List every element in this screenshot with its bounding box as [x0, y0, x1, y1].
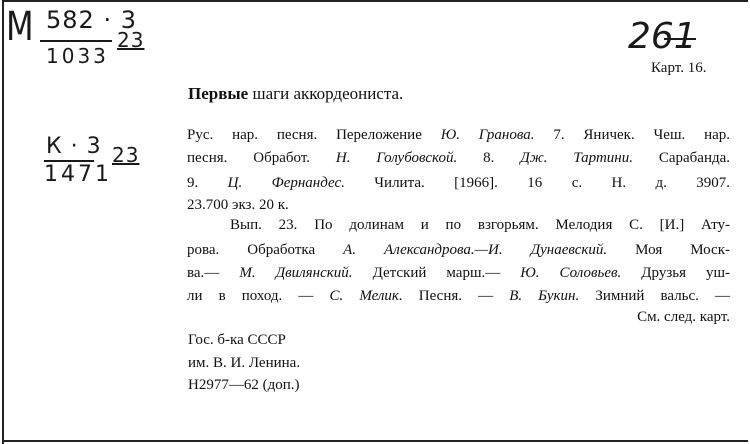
body-line-1: [187, 124, 730, 146]
body-p2-line-1: Вып. 23. По долинам и по взгорьям. Мелодия С. [И.] Ату-: [230, 217, 730, 233]
handwritten-mid-numerator: К · 3: [46, 134, 102, 159]
body-text: 7. Яничек. Чеш. нар.: [553, 127, 731, 143]
body-pages: 16 с.: [527, 175, 583, 191]
continued-note: См. след. карт.: [637, 309, 730, 325]
body-text: Детский марш.—: [372, 265, 501, 281]
handwritten-card-number: 261: [628, 16, 697, 57]
body-text: 8.: [483, 150, 495, 166]
body-text: ли в поход. —: [187, 288, 314, 304]
card-border-top: [2, 0, 748, 2]
footer-library: Гос. б-ка СССР: [188, 332, 286, 348]
card-border-bottom: [2, 440, 748, 442]
body-name: Н. Голубовской.: [335, 150, 458, 166]
body-text: песня. Обработ.: [187, 150, 310, 166]
card-label: Карт. 16.: [651, 60, 707, 76]
title: [188, 83, 403, 105]
body-text: Песня. —: [418, 288, 494, 304]
body-text: Друзья уш-: [641, 265, 731, 281]
body-text: Зимний вальс. —: [595, 288, 731, 304]
card-border-left: [2, 0, 4, 444]
body-text: Моя Моск-: [635, 242, 730, 258]
body-text: 9.: [187, 175, 199, 191]
body-p2-line-3: [187, 262, 730, 284]
title-bold: Первые: [188, 84, 249, 103]
handwritten-top-numerator: 582 · 3: [46, 6, 137, 34]
body-year: [1966].: [454, 175, 498, 191]
body-name: Ю. Гранова.: [440, 127, 535, 143]
body-catalog-number: Н. д. 3907.: [611, 175, 731, 191]
body-text: Сарабанда.: [658, 150, 731, 166]
body-text: Чилита.: [374, 175, 425, 191]
body-line-2: [187, 147, 730, 169]
footer-order-number: Н2977—62 (доп.): [188, 377, 300, 393]
handwritten-letter: М: [6, 4, 35, 50]
body-line-4: 23.700 экз. 20 к.: [187, 197, 289, 213]
body-name: Ю. Соловьев.: [520, 265, 622, 281]
body-p2-line-2: [187, 239, 730, 261]
body-line-3: [187, 172, 730, 194]
handwritten-top-mark: 23: [117, 28, 145, 52]
handwritten-top-denominator: 1033: [46, 44, 109, 68]
body-text: рова. Обработка: [187, 242, 316, 258]
body-text: Рус. нар. песня. Переложение: [187, 127, 422, 143]
handwritten-mid-mark: 23: [112, 143, 140, 167]
body-name: Ц. Фернандес.: [227, 175, 345, 191]
body-name: А. Александрова.—И. Дунаевский.: [343, 242, 608, 258]
handwritten-top-fraction-line: [40, 40, 112, 42]
body-name: Дж. Тартини.: [520, 150, 633, 166]
title-rest: шаги аккордеониста.: [252, 84, 404, 103]
body-text: ва.—: [187, 265, 220, 281]
body-name: М. Двилянский.: [239, 265, 353, 281]
footer-library-name: им. В. И. Ленина.: [188, 355, 301, 371]
body-name: С. Мелик.: [329, 288, 403, 304]
handwritten-number-stroke: [664, 38, 696, 40]
body-name: В. Букин.: [509, 288, 580, 304]
body-p2-line-4: [187, 285, 730, 307]
handwritten-mid-denominator: 1471: [44, 162, 112, 187]
